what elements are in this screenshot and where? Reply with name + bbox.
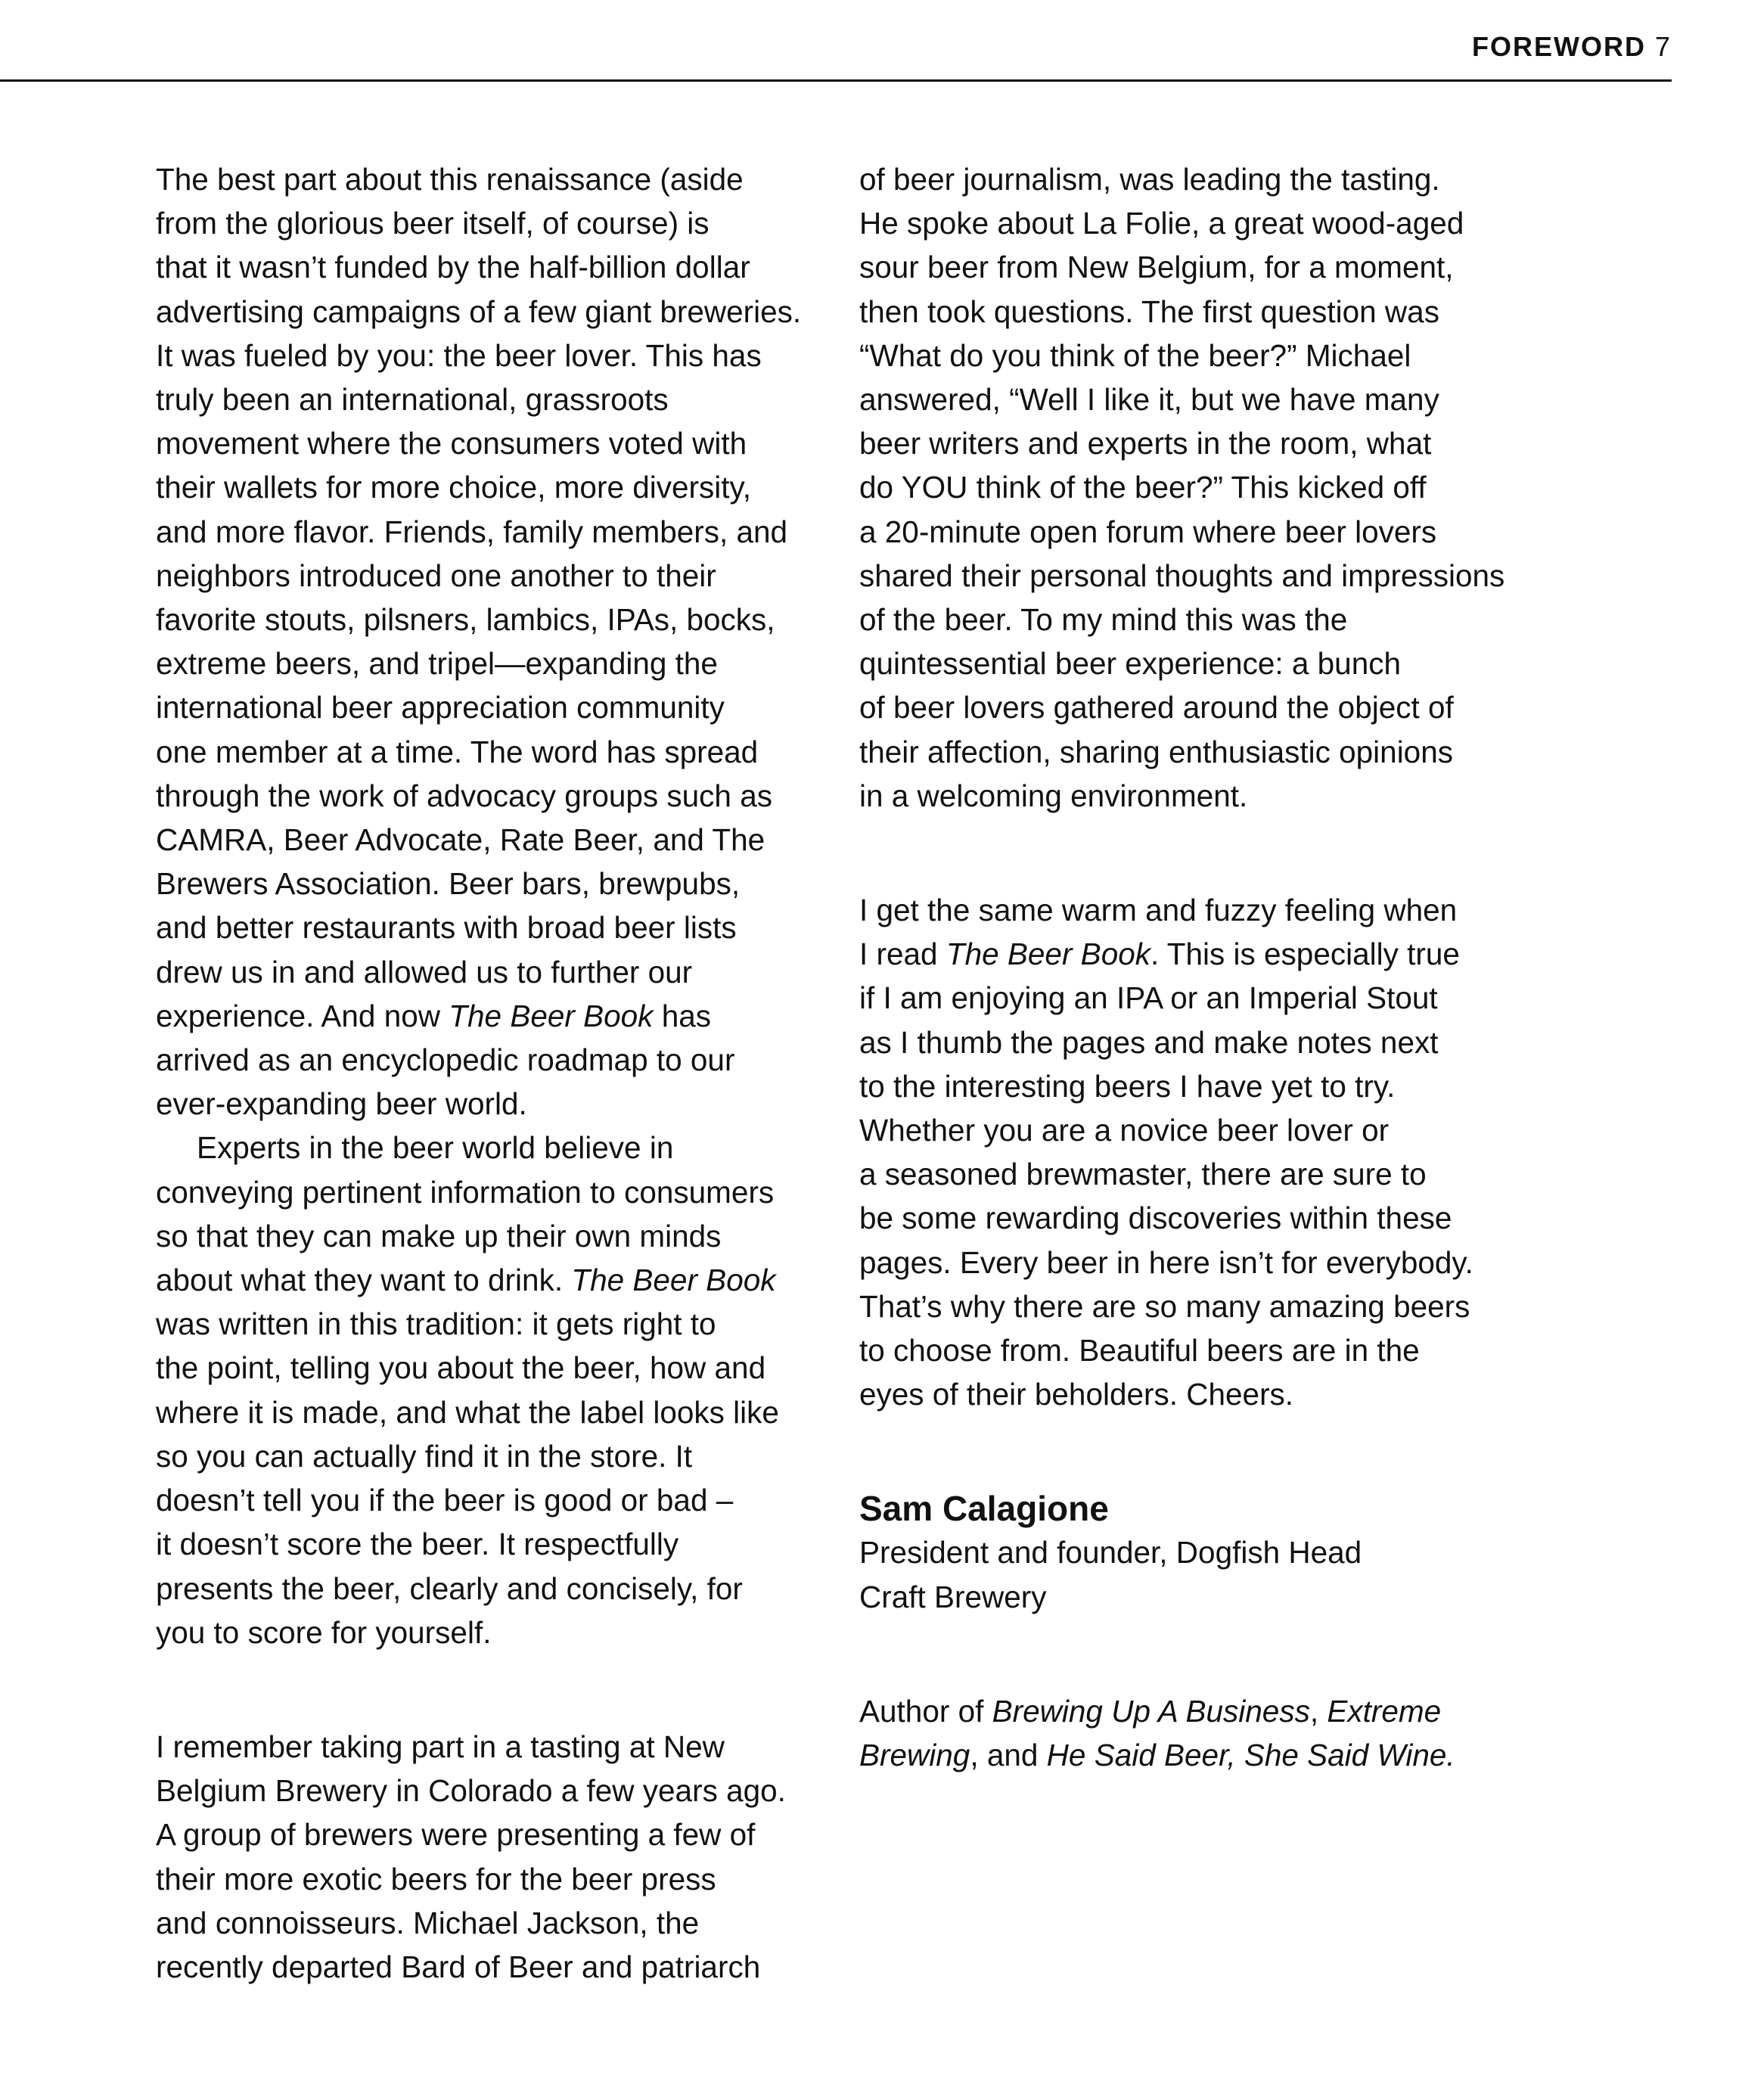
text-line: A group of brewers were presenting a few of — [156, 1817, 756, 1853]
paragraph-warm-feeling — [859, 888, 1525, 1416]
text-line — [156, 1258, 799, 1302]
running-head — [1472, 30, 1672, 64]
text-line: shared their personal thoughts and impressions — [859, 558, 1505, 593]
text-line: That’s why there are so many amazing beers — [859, 1288, 1470, 1324]
text-line: the point, telling you about the beer, how and — [156, 1350, 766, 1386]
text-line: advertising campaigns of a few giant breweries. — [156, 294, 802, 329]
text-line: you to score for yourself. — [156, 1614, 492, 1650]
book-title: Extreme — [1327, 1693, 1442, 1729]
text-line: eyes of their beholders. Cheers. — [859, 1377, 1294, 1412]
text-run: experience. And now — [156, 998, 441, 1033]
text-line: movement where the consumers voted with — [156, 426, 747, 461]
text-line: presents the beer, clearly and concisely, for — [156, 1570, 743, 1606]
text-line: quintessential beer experience: a bunch — [859, 646, 1401, 682]
text-line: their affection, sharing enthusiastic opinions — [859, 734, 1453, 769]
book-title: The Beer Book — [571, 1263, 776, 1298]
text-line: was written in this tradition: it gets right to — [156, 1306, 716, 1342]
text-line: truly been an international, grassroots — [156, 382, 669, 418]
text-line: and more flavor. Friends, family members, and — [156, 514, 788, 549]
text-line: neighbors introduced one another to their — [156, 558, 716, 593]
text-line: if I am enjoying an IPA or an Imperial Stout — [859, 980, 1438, 1016]
text-line: their more exotic beers for the beer press — [156, 1861, 716, 1897]
text-line: CAMRA, Beer Advocate, Rate Beer, and The — [156, 822, 765, 858]
text-line — [156, 994, 799, 1038]
text-run: . This is especially true — [1150, 937, 1460, 972]
text-line: and connoisseurs. Michael Jackson, the — [156, 1905, 700, 1940]
text-line: to choose from. Beautiful beers are in the — [859, 1333, 1420, 1368]
right-column — [859, 157, 1525, 1777]
text-line: answered, “Well I like it, but we have many — [859, 382, 1439, 418]
text-run: has — [661, 998, 712, 1033]
text-line: arrived as an encyclopedic roadmap to our — [156, 1042, 735, 1078]
text-line: so you can actually find it in the store. It — [156, 1438, 693, 1474]
book-title: Brewing — [859, 1738, 970, 1773]
running-head-title: FOREWORD — [1471, 31, 1646, 62]
page-header — [0, 0, 1672, 82]
text-line: from the glorious beer itself, of course) is — [156, 206, 710, 241]
text-run: about what they want to drink. — [156, 1263, 564, 1298]
paragraph-gap — [156, 1654, 799, 1725]
text-line: I remember taking part in a tasting at New — [156, 1729, 725, 1764]
text-line: do YOU think of the beer?” This kicked off — [859, 470, 1427, 505]
signature-title: President and founder, Dogfish Head — [859, 1535, 1362, 1570]
text-line: in a welcoming environment. — [859, 778, 1248, 813]
text-line: where it is made, and what the label looks like — [156, 1394, 779, 1430]
text-line: favorite stouts, pilsners, lambics, IPAs, bocks, — [156, 602, 775, 638]
page-number: 7 — [1654, 31, 1672, 62]
text-run: I read — [859, 937, 938, 972]
paragraph-gap — [859, 1619, 1525, 1689]
text-line: recently departed Bard of Beer and patriarch — [156, 1949, 761, 1984]
text-line: Experts in the beer world believe in — [197, 1130, 674, 1166]
text-line: “What do you think of the beer?” Michael — [859, 337, 1411, 373]
text-line: international beer appreciation community — [156, 690, 725, 725]
paragraph-renaissance — [156, 157, 802, 1126]
left-column — [156, 157, 802, 1989]
book-title: He Said Beer, She Said Wine. — [1046, 1738, 1455, 1773]
text-line: to the interesting beers I have yet to try. — [859, 1068, 1396, 1104]
paragraph-experts — [156, 1126, 799, 1654]
text-line: of beer journalism, was leading the tasting. — [859, 162, 1440, 197]
text-line: It was fueled by you: the beer lover. This has — [156, 337, 762, 373]
text-line — [859, 1733, 1525, 1777]
text-run: , and — [970, 1738, 1039, 1773]
text-line: conveying pertinent information to consumers — [156, 1174, 775, 1210]
text-line — [859, 1689, 1525, 1733]
text-line: their wallets for more choice, more diversity, — [156, 470, 752, 505]
book-title: Brewing Up A Business — [992, 1693, 1310, 1729]
text-line: through the work of advocacy groups such as — [156, 778, 772, 813]
text-line: and better restaurants with broad beer lists — [156, 910, 737, 946]
text-line: be some rewarding discoveries within these — [859, 1201, 1452, 1236]
signature-block — [859, 1486, 1525, 1618]
text-line: ever-expanding beer world. — [156, 1086, 527, 1122]
signature-title: Craft Brewery — [859, 1579, 1047, 1614]
text-line: extreme beers, and tripel—expanding the — [156, 646, 718, 682]
text-line: The best part about this renaissance (aside — [156, 162, 744, 197]
text-line: drew us in and allowed us to further our — [156, 954, 693, 989]
text-line: beer writers and experts in the room, what — [859, 426, 1432, 461]
text-line: Whether you are a novice beer lover or — [859, 1113, 1390, 1148]
text-line: a 20-minute open forum where beer lovers — [859, 514, 1437, 549]
text-line: Belgium Brewery in Colorado a few years ago. — [156, 1773, 786, 1809]
text-line: that it wasn’t funded by the half-billion dollar — [156, 250, 750, 285]
text-line: then took questions. The first question was — [859, 294, 1439, 329]
text-line: doesn’t tell you if the beer is good or bad – — [156, 1483, 734, 1518]
paragraph-journalism — [859, 157, 1525, 818]
text-line: pages. Every beer in here isn’t for everybody. — [859, 1244, 1473, 1280]
text-line: so that they can make up their own minds — [156, 1218, 722, 1253]
paragraph-gap — [859, 818, 1525, 888]
text-line: I get the same warm and fuzzy feeling when — [859, 893, 1458, 928]
book-title: The Beer Book — [449, 998, 654, 1033]
text-line: of the beer. To my mind this was the — [859, 602, 1348, 638]
text-line: of beer lovers gathered around the object of — [859, 690, 1454, 725]
text-run: , — [1309, 1693, 1319, 1729]
paragraph-gap — [859, 1416, 1525, 1486]
text-line: Brewers Association. Beer bars, brewpubs, — [156, 866, 741, 902]
text-run: Author of — [859, 1693, 984, 1729]
text-line: it doesn’t score the beer. It respectfully — [156, 1527, 679, 1562]
book-title: The Beer Book — [946, 937, 1150, 972]
text-line: a seasoned brewmaster, there are sure to — [859, 1157, 1427, 1192]
text-line: as I thumb the pages and make notes next — [859, 1024, 1439, 1060]
text-line: sour beer from New Belgium, for a moment, — [859, 250, 1454, 285]
signature-name: Sam Calagione — [859, 1489, 1109, 1529]
text-line: one member at a time. The word has spread — [156, 734, 759, 769]
paragraph-tasting — [156, 1725, 799, 1989]
text-line: He spoke about La Folie, a great wood-aged — [859, 206, 1464, 241]
author-note — [859, 1689, 1525, 1777]
text-line — [859, 932, 1525, 976]
